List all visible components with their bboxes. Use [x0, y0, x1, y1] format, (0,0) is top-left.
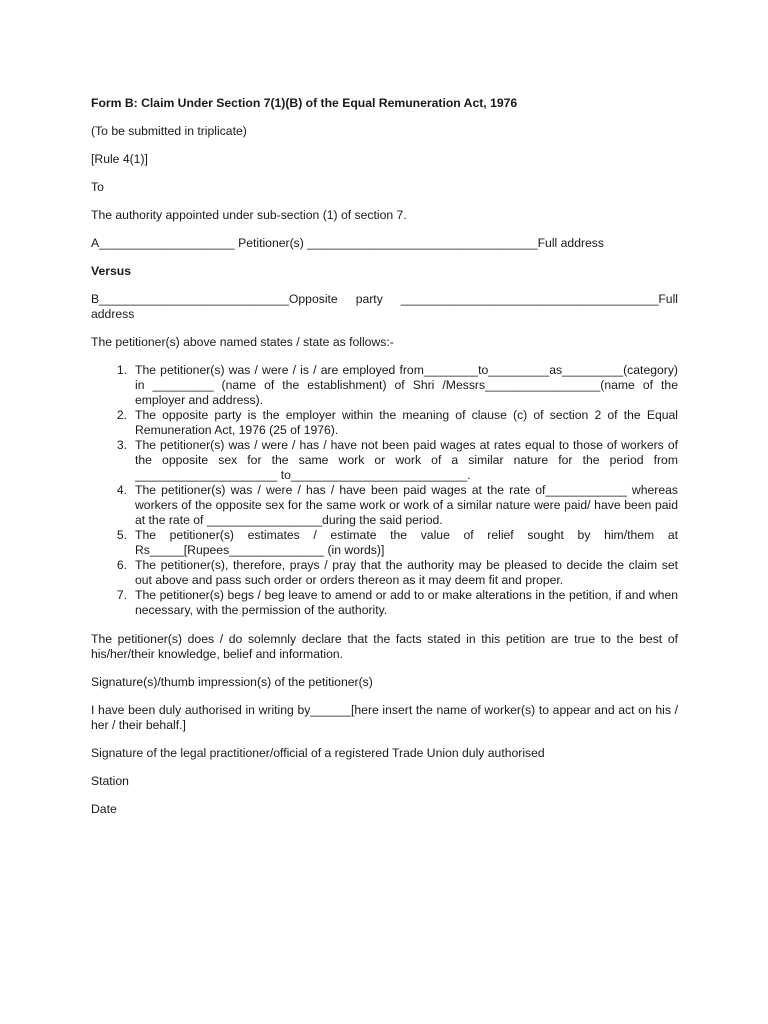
item-number: 5. — [116, 528, 127, 542]
item-text: The petitioner(s) estimates / estimate the value of relief sought by him/them at Rs_____[Rupees______________ (in words)] — [135, 528, 678, 557]
item-number: 1. — [116, 363, 127, 377]
item-number: 2. — [116, 408, 127, 422]
list-item — [91, 483, 678, 528]
petitioner-signature-line: Signature(s)/thumb impression(s) of the petitioner(s) — [91, 675, 373, 689]
form-title: Form B: Claim Under Section 7(1)(B) of the Equal Remuneration Act, 1976 — [91, 96, 518, 110]
item-number: 3. — [116, 438, 127, 452]
item-text: The petitioner(s), therefore, prays / pray that the authority may be pleased to decide the claim set out above and pass such order or orders thereon as it may deem fit and proper. — [135, 558, 678, 587]
list-item — [91, 588, 678, 618]
item-text: The petitioner(s) begs / beg leave to amend or add to or make alterations in the petition, if and when necessary, with the permission of the authority. — [135, 588, 678, 617]
item-text: The petitioner(s) was / were / has / have been paid wages at the rate of____________ whereas workers of the opposite sex for the same work or work of a similar nature were paid/ have been paid at the rate of _________________during the said period. — [135, 483, 678, 527]
list-item — [91, 528, 678, 558]
declaration-paragraph: The petitioner(s) does / do solemnly declare that the facts stated in this petition are true to the best of his/her/their knowledge, belief and information. — [91, 632, 678, 661]
list-item — [91, 363, 678, 408]
item-number: 6. — [116, 558, 127, 572]
station-label: Station — [91, 774, 129, 788]
item-text: The opposite party is the employer within the meaning of clause (c) of section 2 of the Equal Remuneration Act, 1976 (25 of 1976). — [135, 408, 678, 437]
versus-heading: Versus — [91, 264, 131, 278]
to-label: To — [91, 180, 104, 194]
claim-items-list — [91, 363, 678, 618]
authorisation-paragraph: I have been duly authorised in writing by______[here insert the name of worker(s) to appear and act on his / her / their behalf.] — [91, 703, 678, 732]
item-text: The petitioner(s) was / were / is / are employed from________to_________as_________(category) in _________ (name of the establishment) of Shri /Messrs_________________(name of the employer and address). — [135, 363, 678, 407]
practitioner-signature-line: Signature of the legal practitioner/official of a registered Trade Union duly authorised — [91, 746, 545, 760]
date-label: Date — [91, 802, 117, 816]
list-item — [91, 558, 678, 588]
states-line: The petitioner(s) above named states / state as follows:- — [91, 335, 394, 349]
opposite-party-line: B____________________________Opposite party ______________________________________Full address — [91, 292, 678, 321]
triplicate-note: (To be submitted in triplicate) — [91, 124, 247, 138]
petitioner-line: A____________________ Petitioner(s) __________________________________Full address — [91, 236, 604, 250]
item-number: 4. — [116, 483, 127, 497]
authority-line: The authority appointed under sub-section (1) of section 7. — [91, 208, 407, 222]
item-number: 7. — [116, 588, 127, 602]
rule-reference: [Rule 4(1)] — [91, 152, 148, 166]
list-item — [91, 408, 678, 438]
item-text: The petitioner(s) was / were / has / have not been paid wages at rates equal to those of workers of the opposite sex for the same work or work of a similar nature for the period from _____________________ to__________________________. — [135, 438, 678, 482]
list-item — [91, 438, 678, 483]
